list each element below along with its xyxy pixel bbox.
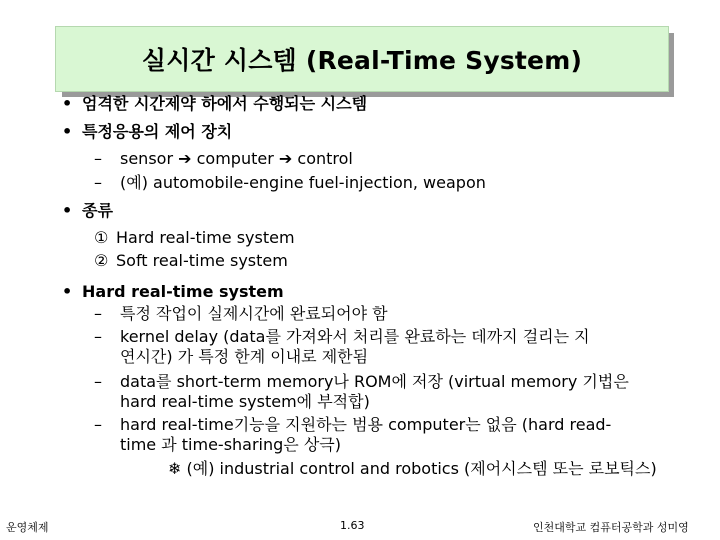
sub-text: kernel delay (data를 가져와서 처리를 완료하는 데까지 걸리는 지	[120, 327, 590, 346]
hard-example	[168, 458, 657, 480]
bullet-icon: •	[62, 94, 73, 113]
hard-sub-general-purpose-cont: time 과 time-sharing은 상극)	[120, 435, 341, 454]
flow-sensor: sensor	[120, 149, 174, 168]
circled-one-icon: ①	[94, 228, 109, 247]
dash-marker: –	[94, 304, 102, 323]
footer-page-number: 1.63	[340, 519, 365, 532]
example-text: (예) industrial control and robotics (제어시스템 또는 로보틱스)	[186, 459, 657, 478]
dash-marker: –	[94, 372, 102, 391]
bullet-text: 특정응용의 제어 장치	[82, 122, 233, 141]
hard-sub-deadline	[94, 303, 388, 325]
bullet-icon: •	[62, 282, 73, 301]
footer-course: 운영체제	[6, 521, 49, 534]
type-soft	[94, 250, 288, 272]
bullet-text: Hard real-time system	[82, 282, 284, 301]
hard-sub-kernel-delay-cont: 연시간) 가 특정 한계 이내로 제한됨	[120, 347, 369, 366]
dash-marker: –	[94, 149, 102, 168]
sub-sensor-flow	[94, 148, 353, 170]
sub-text: hard real-time기능을 지원하는 범용 computer는 없음 (hard read-	[120, 415, 612, 434]
sub-text: data를 short-term memory나 ROM에 저장 (virtual memory 기법은	[120, 372, 629, 391]
hard-sub-memory-cont: hard real-time system에 부적합)	[120, 392, 370, 411]
arrow-icon: ➔	[178, 149, 192, 168]
bullet-icon: •	[62, 201, 73, 220]
circled-two-icon: ②	[94, 251, 109, 270]
bullet-control-device	[62, 121, 232, 143]
hard-sub-kernel-delay	[94, 326, 590, 348]
type-text: Hard real-time system	[116, 228, 295, 247]
flow-computer: computer	[196, 149, 274, 168]
sub-example-engine	[94, 172, 486, 194]
bullet-types	[62, 200, 113, 222]
bullet-text: 엄격한 시간제약 하에서 수행되는 시스템	[82, 94, 368, 113]
type-text: Soft real-time system	[116, 251, 288, 270]
sub-text: (예) automobile-engine fuel-injection, weapon	[120, 173, 486, 192]
bullet-icon: •	[62, 122, 73, 141]
type-hard	[94, 227, 295, 249]
dash-marker: –	[94, 173, 102, 192]
hard-sub-general-purpose	[94, 414, 611, 436]
hard-sub-memory	[94, 371, 629, 393]
footer-affiliation: 인천대학교 컴퓨터공학과 성미영	[533, 521, 689, 534]
sub-text: 특정 작업이 실제시간에 완료되어야 함	[120, 304, 388, 323]
bullet-hard-realtime	[62, 281, 284, 303]
flow-control: control	[297, 149, 353, 168]
slide-title: 실시간 시스템 (Real-Time System)	[141, 46, 583, 75]
bullet-realtime-definition	[62, 93, 367, 115]
dash-marker: –	[94, 327, 102, 346]
snowflake-icon: ❄	[168, 459, 182, 478]
dash-marker: –	[94, 415, 102, 434]
bullet-text: 종류	[82, 201, 113, 220]
arrow-icon: ➔	[278, 149, 293, 168]
